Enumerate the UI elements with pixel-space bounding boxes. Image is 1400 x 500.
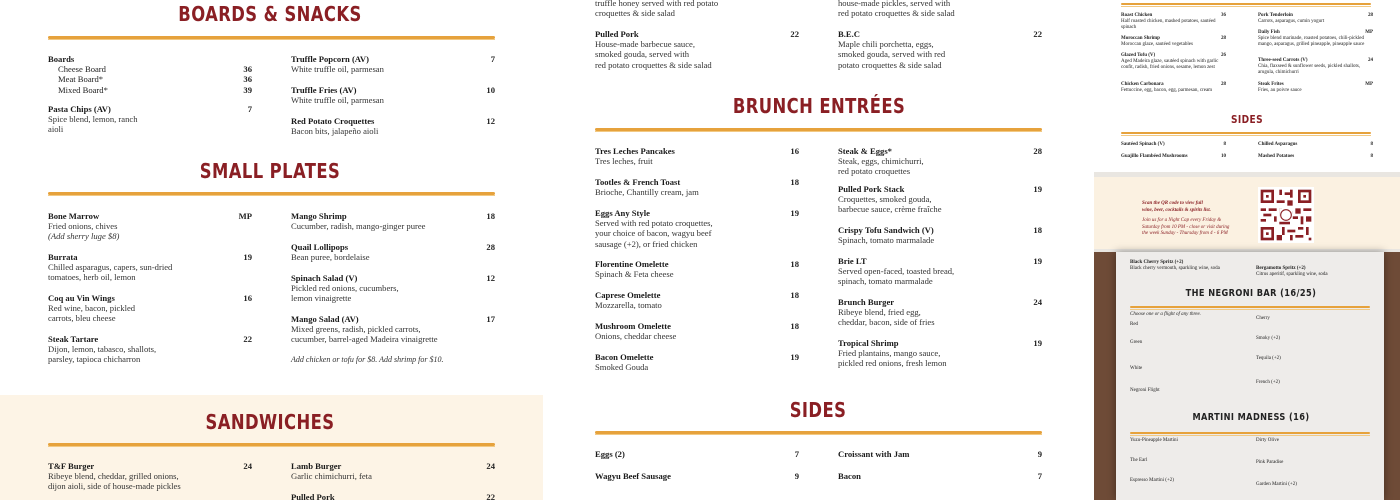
negroni-item: Tequila (+2): [1256, 356, 1281, 361]
martini-item: The Earl: [1130, 458, 1148, 463]
divider: [48, 192, 495, 195]
menu-panel-middle: [543, 0, 1094, 500]
menu-item-mango-salad: Mango Salad (AV) Mixed greens, radish, pickled carrots, cucumber, barrel-aged Madeira vinaigrette 17: [291, 314, 495, 345]
menu-item: Glazed Tofu (V) Aged Madeira glaze, sautéed spinach with garlic confit, radish, fried onions, sesame, lemon zest 26: [1121, 53, 1226, 70]
menu-item-pasta-chips: Pasta Chips (AV) Spice blend, lemon, ranch aioli 7: [48, 104, 252, 135]
menu-item: Moroccan Shrimp Moroccan glaze, sautéed vegetables 28: [1121, 36, 1226, 47]
martini-item: Garden Martini (+2): [1256, 482, 1297, 487]
sides-heading: SIDES: [789, 398, 847, 422]
menu-item-brunch-burger: Brunch Burger Ribeye blend, fried egg, cheddar, bacon, side of fries 24: [838, 297, 1042, 328]
side-item-croissant: Croissant with Jam 9: [838, 449, 1042, 459]
martini-item: Pink Paradise: [1256, 460, 1284, 465]
negroni-subtitle: Choose one or a flight of any three.: [1130, 312, 1201, 317]
sub-item: Meat Board* 36: [58, 74, 252, 85]
negroni-item: Red: [1130, 322, 1139, 327]
divider: [595, 431, 1042, 434]
divider: [1130, 432, 1370, 434]
sub-item: Cheese Board 36: [58, 64, 252, 75]
menu-item-tropical-shrimp: Tropical Shrimp Fried plantains, mango sauce, pickled red onions, fresh lemon 19: [838, 338, 1042, 369]
menu-item-caprese-omelette: Caprese Omelette Mozzarella, tomato 18: [595, 290, 799, 311]
menu-item: Roast Chicken Half roasted chicken, mashed potatoes, sautéed spinach 36: [1121, 13, 1226, 30]
menu-item-mango-shrimp: Mango Shrimp Cucumber, radish, mango-ginger puree 18: [291, 211, 495, 232]
side-item-wagyu-sausage: Wagyu Beef Sausage 9: [595, 471, 799, 481]
negroni-item: White: [1130, 366, 1143, 371]
menu-item-bec: B.E.C Maple chili porchetta, eggs, smoked gouda, served with red potato croquettes & side salad 22: [838, 29, 1042, 70]
brunch-entrees-heading: BRUNCH ENTRÉES: [732, 94, 906, 118]
menu-item-mushroom-omelette: Mushroom Omelette Onions, cheddar cheese 18: [595, 321, 799, 342]
boards-snacks-heading: BOARDS & SNACKS: [178, 2, 362, 26]
menu-item: Steak Frites Fries, au poivre sauce MP: [1258, 82, 1373, 93]
menu-item-eggs-any-style: Eggs Any Style Served with red potato croquettes, your choice of bacon, wagyu beef sausage (+2), or fried chicken 19: [595, 208, 799, 249]
divider: [1121, 132, 1371, 134]
side-item-bacon: Bacon 7: [838, 471, 1042, 481]
divider: [595, 128, 1042, 131]
menu-item: Bergamotto Spritz (+2) Citrus aperitif, sparkling wine, soda: [1256, 266, 1328, 277]
negroni-item: French (+2): [1256, 380, 1280, 385]
qr-promo-text: Scan the QR code to view full wine, beer, cocktails & spirits list. Join us for a Night Cap every Friday & Saturday from 10 PM - close or visit during the week Sunday - Thursday from 4 - 6 PM: [1142, 201, 1230, 236]
negroni-bar-heading: THE NEGRONI BAR (16/25): [1185, 288, 1317, 299]
menu-item: Three-seed Carrots (V) Chia, flaxseed & sunflower seeds, pickled shallots, arugula, chimichurri 24: [1258, 58, 1373, 75]
menu-item-brie-lt: Brie LT Served open-faced, toasted bread, spinach, tomato marmalade 19: [838, 256, 1042, 287]
menu-item-florentine-omelette: Florentine Omelette Spinach & Feta cheese 18: [595, 259, 799, 280]
side-item: Sautéed Spinach (V) 8: [1121, 142, 1226, 147]
sub-item: Mixed Board* 39: [58, 84, 252, 95]
drinks-menu-paper: [1116, 252, 1384, 500]
drinks-menu-photo: [1094, 252, 1400, 500]
menu-panel-right: [1094, 0, 1400, 500]
menu-item-steak-tartare: Steak Tartare Dijon, lemon, tabasco, shallots, parsley, tapioca chicharron 22: [48, 334, 252, 365]
menu-item-quail-lollipops: Quail Lollipops Bean puree, bordelaise 28: [291, 242, 495, 263]
add-protein-note: Add chicken or tofu for $8. Add shrimp for $10.: [291, 355, 444, 364]
small-plates-heading: SMALL PLATES: [199, 159, 341, 183]
menu-panel-left: [0, 0, 543, 500]
qr-promo-strip: [1094, 177, 1400, 249]
menu-item-tootles-french-toast: Tootles & French Toast Brioche, Chantilly cream, jam 18: [595, 177, 799, 198]
dinner-menu-excerpt: [1094, 0, 1400, 172]
menu-item-pulled-pork-stack: Pulled Pork Stack Croquettes, smoked gouda, barbecue sauce, crème fraîche 19: [838, 184, 1042, 215]
negroni-item: Green: [1130, 340, 1143, 345]
menu-item-continued: truffle honey served with red potato croquettes & side salad: [595, 0, 719, 19]
negroni-item: Negroni Flight: [1130, 388, 1160, 393]
menu-item: Chicken Carbonara Fettuccine, egg, bacon, egg, parmesan, cream 28: [1121, 82, 1226, 93]
menu-item-truffle-fries: Truffle Fries (AV) White truffle oil, parmesan 10: [291, 85, 495, 106]
menu-item-truffle-popcorn: Truffle Popcorn (AV) White truffle oil, parmesan 7: [291, 54, 495, 75]
menu-item-continued: house-made pickles, served with red potato croquettes & side salad: [838, 0, 955, 19]
menu-item-boards: Boards Cheese Board 36 Meat Board* 36 Mixed Board* 39: [48, 54, 252, 95]
menu-item-pulled-pork: Pulled Pork House-made barbecue sauce, smoked gouda, served with red potato croquettes & side salad 22: [595, 29, 799, 70]
divider: [48, 36, 495, 39]
sides-heading: SIDES: [1230, 113, 1264, 126]
menu-item-steak-eggs: Steak & Eggs* Steak, eggs, chimichurri, red potato croquettes 28: [838, 146, 1042, 177]
side-item: Guajillo Flambéed Mushrooms 10: [1121, 154, 1226, 159]
menu-item-bone-marrow: Bone Marrow Fried onions, chives (Add sherry luge $8) MP: [48, 211, 252, 242]
martini-item: Dirty Olive: [1256, 438, 1279, 443]
divider: [48, 443, 495, 446]
menu-item-coq-au-vin: Coq au Vin Wings Red wine, bacon, pickled carrots, bleu cheese 16: [48, 293, 252, 324]
menu-item-crispy-tofu: Crispy Tofu Sandwich (V) Spinach, tomato marmalade 18: [838, 225, 1042, 246]
divider: [1130, 306, 1370, 308]
menu-item-tres-leches: Tres Leches Pancakes Tres leches, fruit 16: [595, 146, 799, 167]
menu-item: Pork Tenderloin Carrots, asparagus, cumin yogurt 28: [1258, 13, 1373, 24]
qr-code-icon: [1258, 187, 1314, 243]
qr-code[interactable]: [1258, 187, 1314, 243]
negroni-item: Cherry: [1256, 316, 1270, 321]
divider: [1121, 3, 1371, 5]
martini-item: Yuzu-Pineapple Martini: [1130, 438, 1178, 443]
menu-item-burrata: Burrata Chilled asparagus, capers, sun-dried tomatoes, herb oil, lemon 19: [48, 252, 252, 283]
side-item: Mashed Potatoes 8: [1258, 154, 1373, 159]
menu-item-bacon-omelette: Bacon Omelette Smoked Gouda 19: [595, 352, 799, 373]
negroni-item: Smoky (+2): [1256, 336, 1281, 341]
martini-madness-heading: MARTINI MADNESS (16): [1192, 412, 1310, 423]
menu-item-red-potato-croquettes: Red Potato Croquettes Bacon bits, jalapeño aioli 12: [291, 116, 495, 137]
martini-item: Espresso Martini (+2): [1130, 478, 1174, 483]
sandwiches-heading: SANDWICHES: [205, 410, 335, 434]
side-item-eggs: Eggs (2) 7: [595, 449, 799, 459]
menu-item-lamb-burger: Lamb Burger Garlic chimichurri, feta 24: [291, 461, 495, 482]
side-item: Chilled Asparagus 8: [1258, 142, 1373, 147]
menu-item-pulled-pork: Pulled Pork 22: [291, 492, 495, 500]
menu-item-tf-burger: T&F Burger Ribeye blend, cheddar, grilled onions, dijon aioli, side of house-made pickles 24: [48, 461, 252, 492]
menu-item: Black Cherry Spritz (+2) Black cherry vermouth, sparkling wine, soda: [1130, 260, 1220, 271]
menu-item-spinach-salad: Spinach Salad (V) Pickled red onions, cucumbers, lemon vinaigrette 12: [291, 273, 495, 304]
menu-item: Daily Fish Spice blend marinade, roasted potatoes, chili-pickled mango, asparagus, grilled pineapple, pineapple sauce MP: [1258, 30, 1373, 47]
